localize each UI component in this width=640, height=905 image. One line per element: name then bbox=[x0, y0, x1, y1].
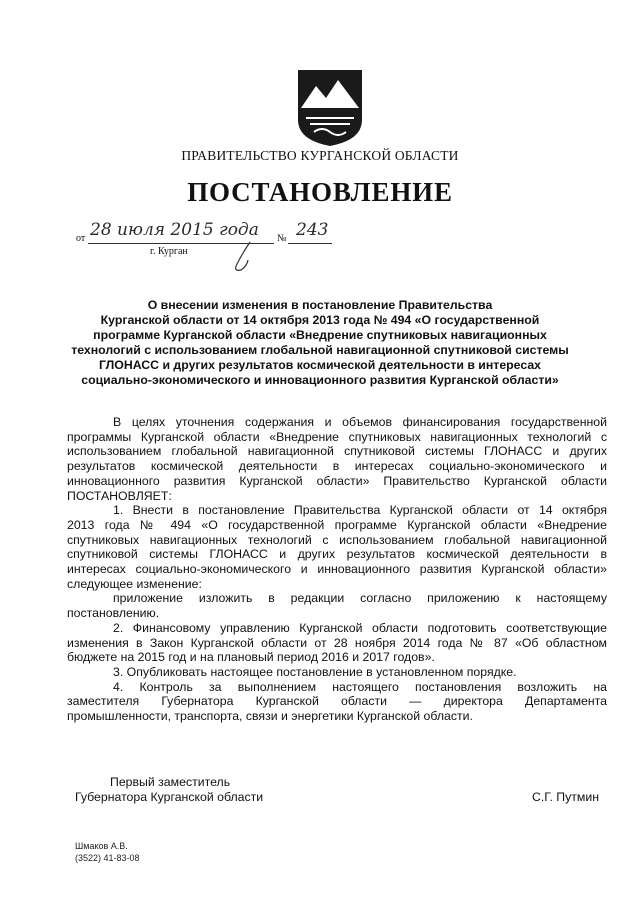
document-body bbox=[67, 415, 607, 724]
handwritten-mark-icon bbox=[228, 240, 258, 274]
body-line: программы Курганской области «Внедрение спутниковых навигационных технологий с bbox=[67, 429, 607, 444]
body-line: промышленности, транспорта, связи и энергетики Курганской области. bbox=[67, 709, 473, 724]
number-prefix: № bbox=[277, 233, 287, 244]
coat-of-arms-icon bbox=[296, 68, 364, 148]
handwritten-date: 28 июля 2015 года bbox=[90, 220, 259, 240]
body-line: 3. Опубликовать настоящее постановление в установленном порядке. bbox=[113, 664, 517, 679]
body-line: ПОСТАНОВЛЯЕТ: bbox=[67, 488, 172, 503]
city: г. Курган bbox=[150, 246, 188, 257]
handwritten-number: 243 bbox=[296, 220, 329, 240]
signatory-position-line2: Губернатора Курганской области bbox=[75, 790, 264, 804]
body-line: бюджете на 2015 год и на плановый период 2016 и 2017 годов». bbox=[67, 650, 435, 665]
body-line: следующее изменение: bbox=[67, 576, 202, 591]
body-line: приложение изложить в редакции согласно приложению к настоящему bbox=[113, 591, 607, 606]
body-line: инновационного развития Курганской области» Правительство Курганской области bbox=[67, 473, 607, 488]
signatory-position-line1: Первый заместитель bbox=[110, 775, 231, 789]
body-line: спутниковых навигационных технологий с использованием глобальной навигационной bbox=[67, 532, 607, 547]
heading-line: программе Курганской области «Внедрение спутниковых навигационных bbox=[93, 328, 547, 342]
executor-phone: (3522) 41-83-08 bbox=[75, 853, 140, 863]
body-line: спутниковой системы ГЛОНАСС и других результатов космической деятельности в bbox=[67, 547, 607, 562]
heading-line: Курганской области от 14 октября 2013 года № 494 «О государственной bbox=[100, 313, 540, 327]
heading-line: О внесении изменения в постановление Правительства bbox=[147, 298, 493, 312]
executor-block bbox=[75, 840, 140, 864]
executor-name: Шмаков А.В. bbox=[75, 841, 128, 851]
body-line: интересах социально-экономического и инновационного развития Курганской области» bbox=[67, 562, 607, 577]
body-line: 1. Внести в постановление Правительства Курганской области от 14 октября bbox=[113, 503, 607, 518]
government-name: ПРАВИТЕЛЬСТВО КУРГАНСКОЙ ОБЛАСТИ bbox=[181, 148, 459, 163]
number-underline bbox=[288, 243, 332, 244]
date-prefix: от bbox=[76, 233, 86, 244]
body-line: постановлению. bbox=[67, 606, 160, 621]
document-heading bbox=[60, 298, 580, 388]
heading-line: ГЛОНАСС и других результатов космической деятельности в интересах bbox=[98, 358, 542, 372]
heading-line: технологий с использованием глобальной навигационной спутниковой системы bbox=[71, 343, 569, 357]
body-line: В целях уточнения содержания и объемов финансирования государственной bbox=[113, 415, 607, 429]
body-line: использованием глобальной навигационной спутниковой системы ГЛОНАСС и других bbox=[67, 444, 607, 459]
body-line: 4. Контроль за выполнением настоящего постановления возложить на bbox=[113, 679, 607, 694]
body-line: 2. Финансовому управлению Курганской области подготовить соответствующие bbox=[113, 620, 607, 635]
body-line: заместителя Губернатора Курганской области — директора Департамента bbox=[67, 694, 607, 709]
body-line: результатов космической деятельности в интересах социально-экономического и bbox=[67, 459, 607, 474]
heading-line: социально-экономического и инновационного развития Курганской области» bbox=[81, 373, 559, 387]
body-line: 2013 года № 494 «О государственной программе Курганской области «Внедрение bbox=[67, 517, 607, 532]
signatory-name: С.Г. Путмин bbox=[532, 790, 600, 804]
body-line: изменения в Закон Курганской области от 28 ноября 2014 года № 87 «Об областном bbox=[67, 635, 607, 650]
document-type: ПОСТАНОВЛЕНИЕ bbox=[187, 177, 453, 207]
